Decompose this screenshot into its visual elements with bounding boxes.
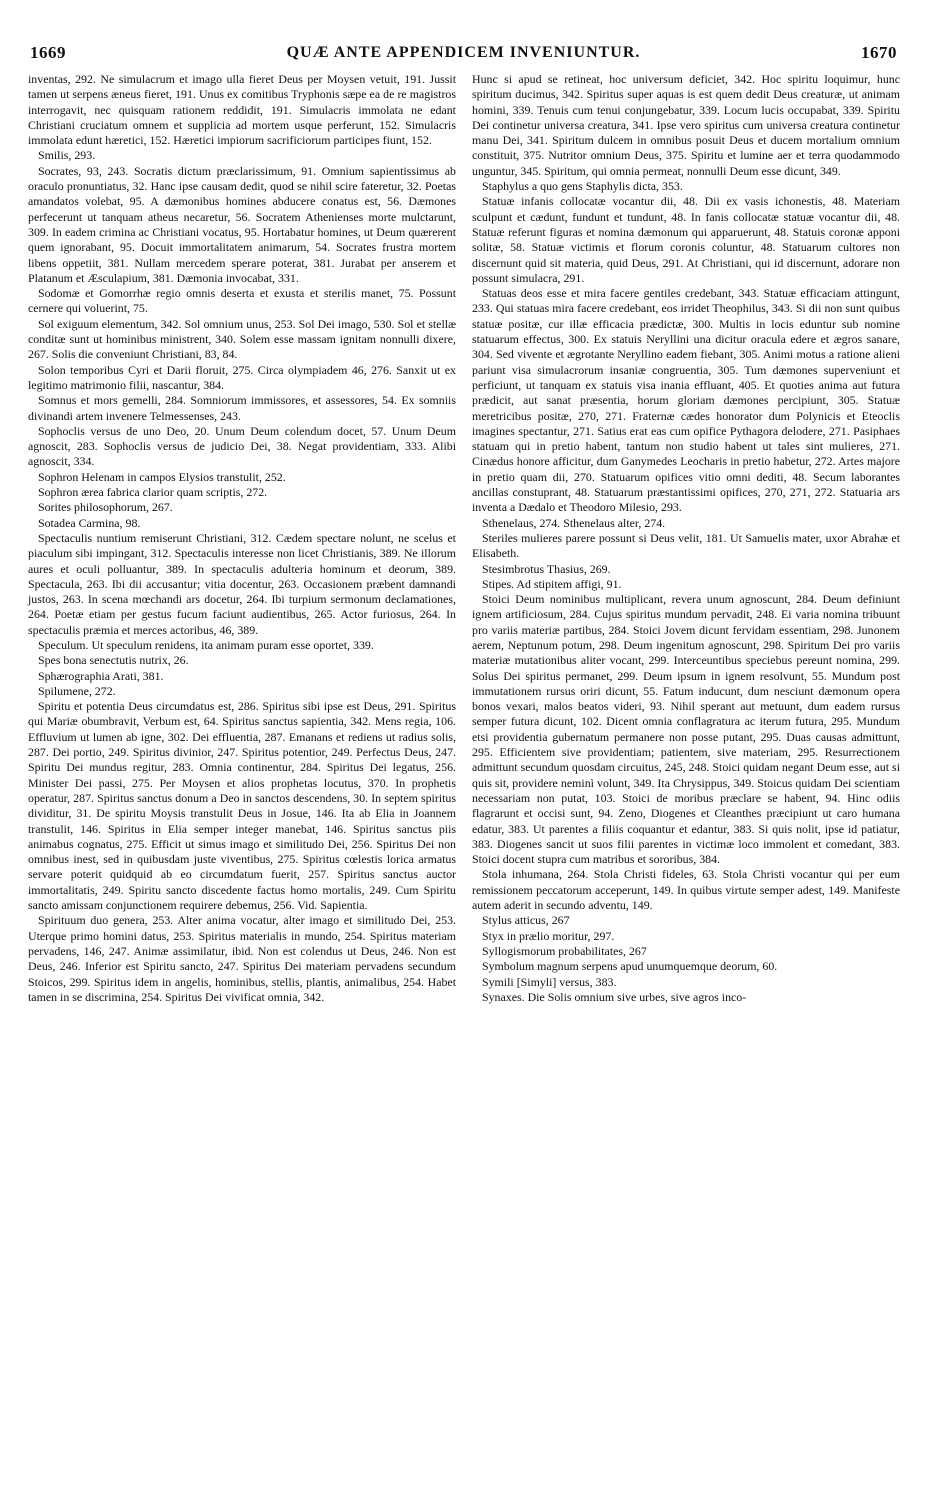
index-entry: Sol exiguum elementum, 342. Sol omnium unus, 253. Sol Dei imago, 530. Sol et stellæ conditæ sunt ut hominibus ministrent, 340. Solem esse massam ignitam nonnulli dixere, 267. Solis die conveniunt Christiani, 83, 84.: [28, 316, 456, 362]
index-entry: Spilumene, 272.: [38, 683, 116, 698]
index-entry: Socrates, 93, 243. Socratis dictum præclarissimum, 91. Omnium sapientissimus ab oraculo pronuntiatus, 32. Hanc ipse causam dedit, quod se nihil scire fateretur, 32. Poetas amandatos volebat, 95. A dæmonibus homines abducere conatus est, 56. Dæmones perfecerunt ut tanquam atheus necaretur, 56. Socratem Athenienses morte mulctarunt, 309. In eadem crimina ac Christiani vocatus, 95. Hortabatur homines, ut Deum quærerent quem ignorabant, 95. Docuit immortalitatem animarum, 54. Socrates frustra mortem libens oppetiit, 381. Nullam mercedem sperare poterat, 381. Jurabat per anserem et Platanum et Æsculapium, 381. Dæmonia invocabat, 331.: [28, 163, 456, 285]
index-entry: Sthenelaus, 274. Sthenelaus alter, 274.: [482, 515, 666, 530]
index-entry: Smilis, 293.: [38, 148, 96, 163]
index-entry: Symbolum magnum serpens apud unumquemque deorum, 60.: [482, 959, 778, 974]
index-entry: Statuas deos esse et mira facere gentiles credebant, 343. Statuæ efficaciam attingunt, 233. Qui statuas mira facere credebant, eos irridet Theophilus, 343. Si dii non sunt quibus statuæ positæ, cur illæ efficacia prædictæ, 300. Multis in locis eduntur sub nomine statuarum effectus, 300. Ex statuis Neryllini una dicitur oracula edere et ægros sanare, 304. Sed vivente et ægrotante Neryllino eadem fiebant, 305. Animi motus a ratione alieni pariunt visa simulacrorum insaniæ congruentia, 305. Tum dæmones superveniunt et perficiunt, ut tanquam ex statuis visa inania effluant, 405. Et quoties anima aut futura prædicit, aut sanat præsentia, horum gloriam dæmones percipiunt, 305. Statuæ meretricibus positæ, 270, 271. Fraternæ cædes honorator dum Polynicis et Eteoclis imagines spectantur, 271. Satius erat eas cum opifice Pythagora delodere, 271. Pasiphaes statuam qui in pretio habent, tantum non studio habent ut tales sint mulieres, 271. Cinædus honore afficitur, dum Ganymedes Leocharis in pretio habetur, 272. Artes majore in pretio quam dii, 270. Statuarum opifices vitio omni dediti, 48. Secum laborantes ancillas constuprant, 48. Statuarum præstantissimi opifices, 270, 271, 272. Statuaria ars inventa a Dædalo et Theodoro Milesio, 293.: [472, 286, 900, 515]
index-entry: Sophoclis versus de uno Deo, 20. Unum Deum colendum docet, 57. Unum Deum agnoscit, 283. Sophoclis versus de judicio Dei, 38. Negat providentiam, 333. Alibi agnoscit, 334.: [28, 423, 456, 469]
index-entry: Sotadea Carmina, 98.: [38, 515, 141, 530]
index-entry: Styx in prælio moritur, 297.: [482, 928, 615, 943]
left-column: [28, 72, 456, 1005]
left-page-number: 1669: [30, 43, 66, 62]
index-entry: Somnus et mors gemelli, 284. Somniorum immissores, et assessores, 54. Ex somniis divinandi artem invenere Telmessenses, 243.: [28, 393, 456, 423]
index-entry: Hunc si apud se retineat, hoc universum deficiet, 342. Hoc spiritu loquimur, hunc spiritum ducimus, 342. Spiritus super aquas is est quem dedit Deus creaturæ, ut animam homini, 339. Tenuis cum tenui conjungebatur, 339. Locum lucis occupabat, 339. Spiritu Dei continetur universa creatura, 341. Ipse vero spiritus cum universa creatura continetur manu Dei, 341. Spiritum dulcem in omnibus posuit Deus et ducem mortalium omnium constituit, 375. Nutritor omnium Deus, 375. Spiritu et lumine aer et terra quodammodo unguntur, 345. Spiritum, qui omnia permeat, nonnulli Deum esse dicunt, 349.: [472, 72, 900, 178]
index-entry: Statuæ infanis collocatæ vocantur dii, 48. Dii ex vasis ichonestis, 48. Materiam sculpunt et cædunt, fundunt et tundunt, 48. In fanis collocatæ statuæ vocantur dii, 48. Statuæ referunt figuras et nomina dæmonum qui apparuerunt, 48. Statuis coronæ apponi solitæ, 58. Statuæ victimis et florum coronis coluntur, 48. Statuarum cultores non discernunt quid sit materia, quid Deus, 291. At Christiani, qui id discernunt, adorare non possunt simulacra, 291.: [472, 194, 900, 285]
index-entry: Syllogismorum probabilitates, 267: [482, 943, 647, 958]
index-entry: Spirituum duo genera, 253. Alter anima vocatur, alter imago et similitudo Dei, 253. Uterque primo homini datus, 253. Spiritus materialis in mundo, 254. Spiritus materiam pervadens, 146, 247. Animæ assimilatur, ibid. Non est colendus ut Deus, 246. Non est Deus, 246. Inferior est Spiritu sancto, 247. Spiritus Dei materiam pervadens secundum Stoicos, 299. Spiritus idem in angelis, hominibus, stellis, plantis, animalibus, 254. Habet tamen in se discrimina, 254. Spiritus Dei vivificat omnia, 342.: [28, 913, 456, 1004]
index-entry: Sorites philosophorum, 267.: [38, 500, 173, 515]
index-entry: Staphylus a quo gens Staphylis dicta, 353.: [482, 179, 683, 194]
index-entry: Sphærographia Arati, 381.: [38, 668, 164, 683]
index-entry: Sophron Helenam in campos Elysios transtulit, 252.: [38, 469, 286, 484]
index-entry: Steriles mulieres parere possunt si Deus velit, 181. Ut Samuelis mater, uxor Abrahæ et Elisabeth.: [472, 530, 900, 561]
index-entry: Stoici Deum nominibus multiplicant, revera unum agnoscunt, 284. Deum definiunt ignem artificiosum, 284. Cujus spiritus mundum pervadit, 248. Ei varia nomina tribuunt pro variis materiæ partibus, 284. Stoici Jovem dicunt fervidam essentiam, 298. Junonem aerem, Neptunum potum, 298. Deum ingenitum agnoscunt, 298. Spiritum Dei pro variis materiæ mutationibus aliter vocant, 299. Interceuntibus speciebus pereunt nomina, 299. Solus Dei spiritus permanet, 299. Deum ipsum in ignem resolvunt, 55. Mundum post immutationem rursus oriri dicunt, 55. Fatum inducunt, dum nesciunt dæmonum opera bonos vexari, malos beatos videri, 93. Nihil sperant aut metuunt, dum eadem rursus semper futura dicunt, 102. Dicent omnia conflagratura ac iterum futura, 295. Mundum etsi providentia gubernatum permanere non posse putant, 295. Duas causas admittunt, 295. Efficientem sive providentiam; patientem, sive materiam, 295. Resurrectionem admittunt secundum quosdam circuitus, 245, 248. Stoici quidam negant Deum esse, aut si quis sit, providere neminì volunt, 349. Ita Chrysippus, 349. Stoicus quidam Dei scientiam necessariam non putat, 103. Stoici de moribus præclare se habent, 94. Hinc odiis flagrarunt et occisi sunt, 94. Zeno, Diogenes et Cleanthes præcipiunt ut caro humana edatur, 383. Ut parentes a filiis coquantur et edantur, 383. Si quis nolit, ipse id patiatur, 383. Diogenes sancit ut suos filii parentes in victimæ loco immolent et comedant, 383. Stoici docent stupra cum matribus et sororibus, 384.: [472, 592, 900, 867]
index-entry: Spes bona senectutis nutrix, 26.: [38, 653, 189, 668]
index-entry: inventas, 292. Ne simulacrum et imago ulla fieret Deus per Moysen vetuit, 191. Jussit tamen ut serpens æneus fieret, 191. Unus ex comitibus Tryphonis sæpe ea de re magistros interrogavit, nec quisquam rationem reddidit, 191. Simulacris immolata ne edant Christiani cruciatum omnem et supplicia ad mortem usque perferunt, 152. Simulacris immolata edunt hæretici, 152. Hæretici impiorum sacrificiorum participes fiunt, 152.: [28, 72, 456, 148]
right-page-number: 1670: [861, 43, 897, 62]
index-entry: Stesimbrotus Thasius, 269.: [482, 561, 611, 576]
index-entry: Spectaculis nuntium remiserunt Christiani, 312. Cædem spectare nolunt, ne scelus et piaculum sibi impingant, 312. Spectaculis interesse non licet Christianis, 389. Ne illorum aures et oculi polluantur, 389. In spectaculis adulteria hominum et deorum, 389. Spectacula, 263. Ibi dii accusantur; vitia docentur, 263. Occasionem præbent damnandi justos, 263. In scena mœchandi ars docetur, 264. Ibi turpium sermonum declamationes, 264. Poetæ etiam per gestus fucum faciunt audientibus, 265. Actor furiosus, 264. In spectaculis præmia et merces actoribus, 46, 389.: [28, 530, 456, 637]
page-header: [30, 40, 897, 66]
index-entry: Sophron ærea fabrica clarior quam scriptis, 272.: [38, 485, 268, 500]
index-entry: Synaxes. Die Solis omnium sive urbes, sive agros inco-: [482, 989, 747, 1004]
index-entry: Stipes. Ad stipitem affigi, 91.: [482, 576, 622, 591]
index-entry: Spiritu et potentia Deus circumdatus est, 286. Spiritus sibi ipse est Deus, 291. Spiritus qui Mariæ obumbravit, Verbum est, 64. Spiritus sanctus sapientia, 342. Mens regia, 106. Effluvium ut lumen ab igne, 302. Dei effluentia, 287. Emanans et rediens ut radius solis, 287. Dei portio, 249. Spiritus divinior, 247. Spiritus potentior, 249. Perfectus Deus, 247. Spiritu Dei mundus regitur, 283. Omnia continentur, 284. Spiritus Dei legatus, 256. Minister Dei passi, 275. Per Moysen et alios prophetas locutus, 370. In prophetis operatur, 287. Spiritus sanctus donum a Deo in sanctos descendens, 30. In septem spiritus dividitur, 31. De spiritu Moysis transtulit Deus in Josue, 146. Ita ab Elia in Joannem transtulit, 146. Spiritus in Elia semper integer manebat, 146. Spiritus sanctus piis animabus cognatus, 275. Efficit ut simus imago et similitudo Dei, 256. Spiritus Dei non omnibus inest, sed in quibusdam juste viventibus, 275. Spiritus cœlestis lorica armatus servare poterit quidquid ab eo circumdatum fuerit, 257. Spiritus sanctus auctor immortalitatis, 249. Spiritu sancto discedente factus homo mortalis, 249. Cum Spiritu sancto amissam conjunctionem requirere debemus, 256. Vid. Sapientia.: [28, 699, 456, 913]
index-entry: Speculum. Ut speculum renidens, ita animam puram esse oportet, 339.: [38, 637, 374, 652]
index-entry: Stola inhumana, 264. Stola Christi fideles, 63. Stola Christi vocantur qui per eum remissionem peccatorum acceperunt, 149. In quibus virtute semper adest, 149. Manifeste autem aderit in secundo adventu, 149.: [472, 867, 900, 913]
index-entry: Solon temporibus Cyri et Darii floruit, 275. Circa olympiadem 46, 276. Sanxit ut ex legitimo matrimonio filii, nascantur, 384.: [28, 362, 456, 392]
index-entry: Sodomæ et Gomorrhæ regio omnis deserta et exusta et sterilis manet, 75. Possunt cernere qui voluerint, 75.: [28, 286, 456, 316]
index-entry: Stylus atticus, 267: [482, 913, 570, 928]
index-entry: Symili [Simyli] versus, 383.: [482, 974, 617, 989]
right-column: [472, 72, 900, 1005]
running-title: QUÆ ANTE APPENDICEM INVENIUNTUR.: [286, 44, 641, 61]
